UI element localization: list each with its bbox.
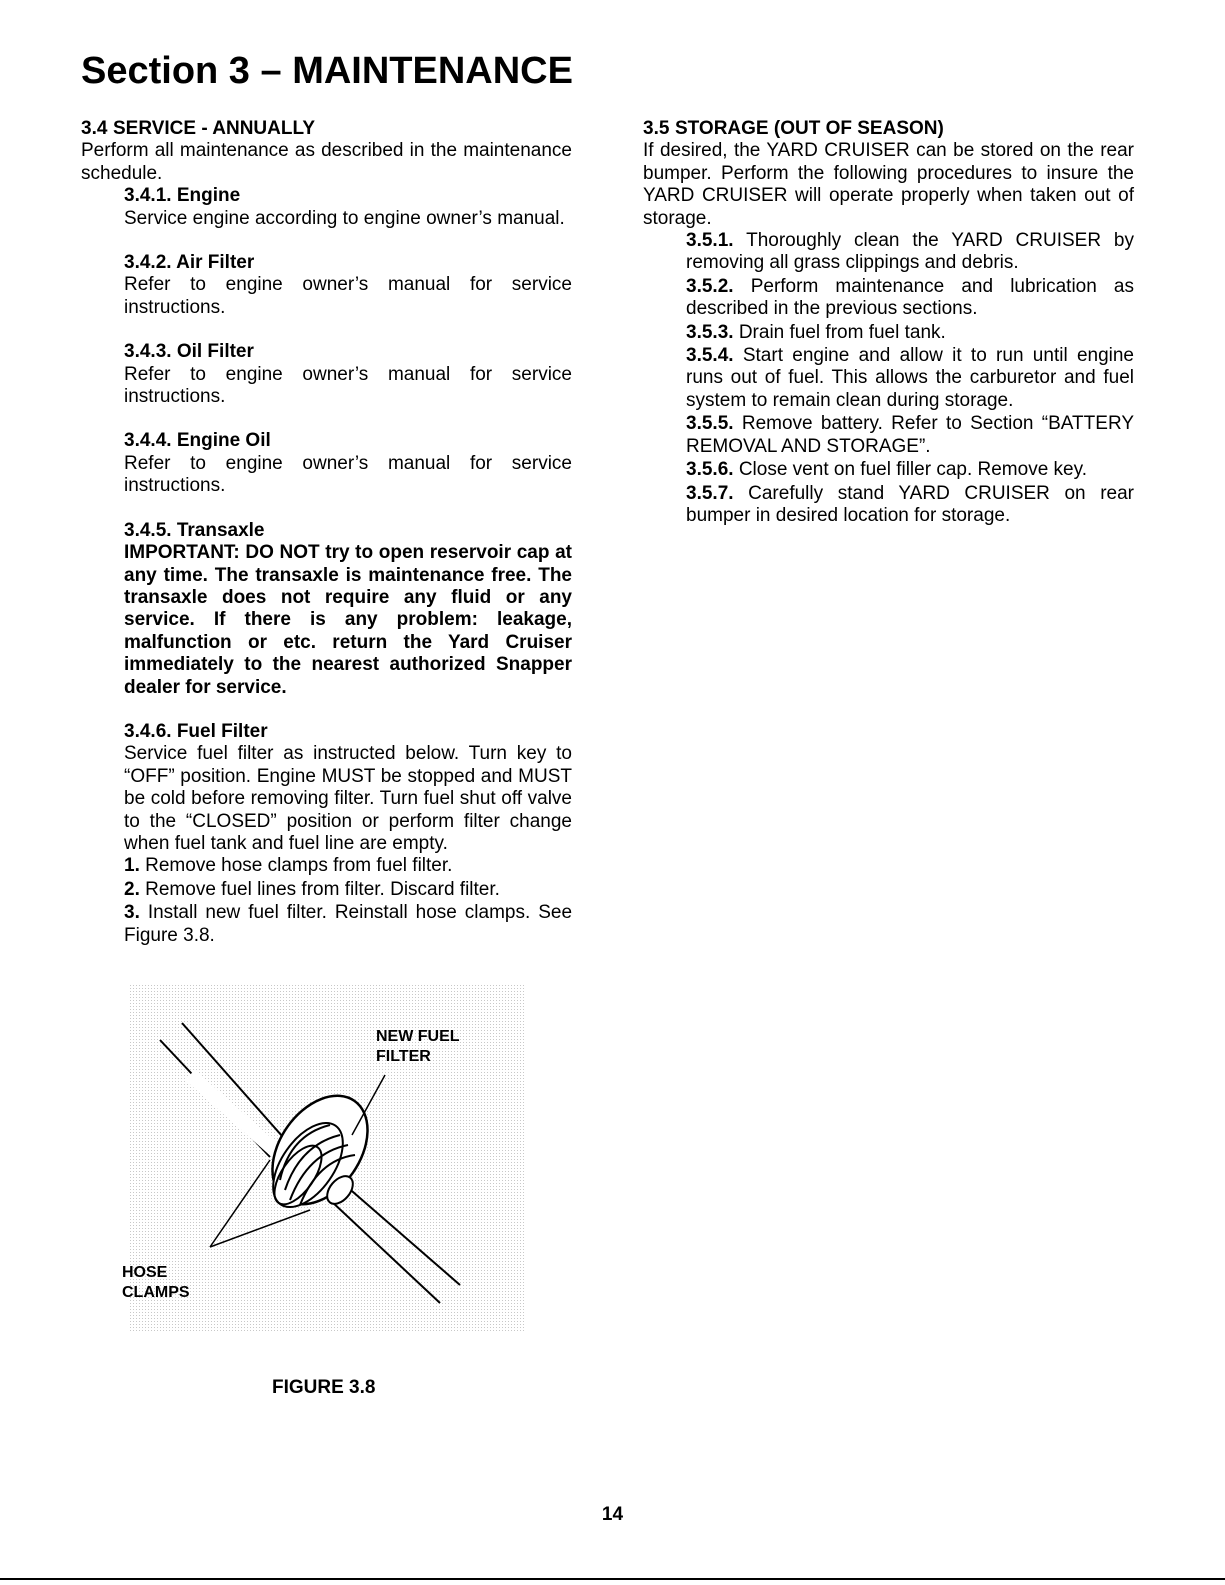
step-number: 3.5.3. [686,321,734,343]
step-text: Remove hose clamps from fuel filter. [145,855,453,877]
step-text: Remove battery. Refer to Section “BATTERY REMOVAL AND STORAGE”. [686,413,1134,457]
step-number: 1. [124,855,140,877]
engine-text: Service engine according to engine owner’s manual. [124,207,565,229]
section-title: Section 3 – MAINTENANCE [81,50,573,92]
transaxle-warning: IMPORTANT: DO NOT try to open reservoir cap at any time. The transaxle is maintenance free. The transaxle does not require any fluid or any service. If there is any problem: leakage, malfunction or etc. return the Yard Cruiser immediately to the nearest authorized Snapper dealer for service. [124,542,572,698]
step-text: Install new fuel filter. Reinstall hose clamps. See Figure 3.8. [124,902,573,946]
section-3-4-number: 3.4 [81,118,108,139]
step-text: Perform maintenance and lubrication as described in the previous sections. [686,275,1135,320]
step-number: 3.5.1. [686,230,734,252]
transaxle-heading: 3.4.5. Transaxle [124,519,265,541]
section-3-4-title: SERVICE - ANNUALLY [113,118,315,139]
oil-filter-text: Refer to engine owner’s manual for service instructions. [124,363,572,408]
step-text: Thoroughly clean the YARD CRUISER by removing all grass clippings and debris. [686,230,1134,274]
list-item [124,879,572,901]
storage-step [686,483,1134,528]
subsection-engine-oil [124,430,572,497]
air-filter-heading: 3.4.2. Air Filter [124,252,255,274]
section-3-5-intro: If desired, the YARD CRUISER can be stored on the rear bumper. Perform the following procedures to insure the YARD CRUISER will operate properly when taken out of storage. [643,140,1134,229]
right-column [643,118,1134,528]
storage-step [686,459,1134,481]
step-text: Carefully stand YARD CRUISER on rear bumper in desired location for storage. [686,482,1134,526]
step-text: Start engine and allow it to run until engine runs out of fuel. This allows the carburetor and fuel system to remain clean during storage. [686,345,1134,411]
list-item [124,902,572,947]
air-filter-text: Refer to engine owner’s manual for service instructions. [124,274,572,318]
figure-caption: FIGURE 3.8 [272,1377,376,1398]
left-column [81,118,572,948]
storage-step [686,345,1134,412]
fuel-filter-illustration [122,985,526,1331]
label-clamps: CLAMPS [122,1284,190,1301]
section-3-4-intro: Perform all maintenance as described in the maintenance schedule. [81,140,572,184]
oil-filter-heading: 3.4.3. Oil Filter [124,341,254,363]
fuel-filter-heading: 3.4.6. Fuel Filter [124,720,268,742]
bottom-rule [0,1578,1225,1580]
fuel-filter-text: Service fuel filter as instructed below. Turn key to “OFF” position. Engine MUST be stopped and MUST be cold before removing filter. Turn fuel shut off valve to the “CLOSED” position or perform filter change when fuel tank and fuel line are empty. [124,743,572,854]
subsection-transaxle [124,520,572,699]
engine-oil-heading: 3.4.4. Engine Oil [124,430,271,452]
engine-oil-text: Refer to engine owner’s manual for service instructions. [124,452,572,497]
section-3-5-number: 3.5 [643,118,670,139]
label-hose: HOSE [122,1264,168,1281]
storage-step [686,230,1134,275]
section-3-4-heading [81,118,572,140]
storage-steps [686,230,1134,527]
engine-heading: 3.4.1. Engine [124,185,241,207]
subsection-air-filter [124,252,572,319]
subsection-oil-filter [124,341,572,408]
page-number: 14 [601,1504,624,1525]
step-number: 3. [124,902,140,924]
fuel-filter-figure [122,985,526,1331]
storage-step [686,322,1134,344]
step-number: 3.5.7. [686,482,734,504]
label-filter: FILTER [376,1048,431,1065]
subsection-engine [124,185,572,230]
step-number: 3.5.4. [686,345,734,367]
step-text: Close vent on fuel filler cap. Remove key. [738,459,1087,481]
step-number: 3.5.2. [686,275,734,297]
label-new-fuel: NEW FUEL [376,1028,460,1045]
storage-step [686,413,1134,458]
step-text: Drain fuel from fuel tank. [738,321,946,343]
fuel-filter-steps [124,855,572,947]
step-text: Remove fuel lines from filter. Discard filter. [145,878,500,900]
subsection-fuel-filter [124,721,572,947]
section-3-5-title: STORAGE (OUT OF SEASON) [675,118,944,139]
step-number: 3.5.5. [686,413,734,435]
step-number: 2. [124,878,140,900]
step-number: 3.5.6. [686,459,734,481]
section-3-5-heading [643,118,1134,140]
list-item [124,855,572,877]
storage-step [686,276,1134,321]
